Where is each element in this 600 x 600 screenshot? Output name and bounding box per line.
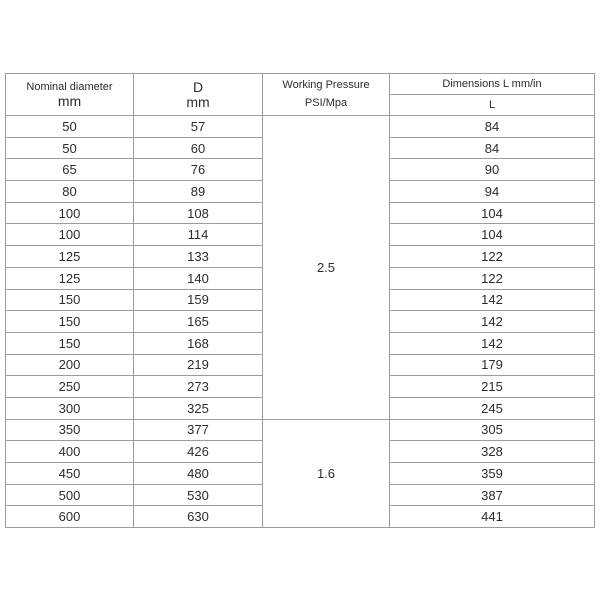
l-cell: 328 bbox=[390, 441, 595, 463]
nominal-diameter-cell: 500 bbox=[6, 484, 134, 506]
nominal-diameter-cell: 600 bbox=[6, 506, 134, 528]
header-l: L bbox=[390, 95, 595, 116]
d-cell: 133 bbox=[134, 246, 263, 268]
d-cell: 60 bbox=[134, 137, 263, 159]
l-cell: 142 bbox=[390, 311, 595, 333]
d-cell: 219 bbox=[134, 354, 263, 376]
working-pressure-cell: 2.5 bbox=[263, 116, 390, 420]
d-cell: 76 bbox=[134, 159, 263, 181]
nominal-diameter-cell: 50 bbox=[6, 137, 134, 159]
header-d bbox=[134, 74, 263, 116]
working-pressure-cell: 1.6 bbox=[263, 419, 390, 527]
nominal-diameter-cell: 65 bbox=[6, 159, 134, 181]
nominal-diameter-cell: 100 bbox=[6, 224, 134, 246]
header-d-label: D bbox=[192, 78, 204, 95]
d-cell: 159 bbox=[134, 289, 263, 311]
header-nominal-label: Nominal diameter bbox=[26, 80, 113, 93]
header-nominal-diameter bbox=[6, 74, 134, 116]
l-cell: 84 bbox=[390, 116, 595, 138]
nominal-diameter-cell: 350 bbox=[6, 419, 134, 441]
l-cell: 359 bbox=[390, 463, 595, 485]
nominal-diameter-cell: 300 bbox=[6, 397, 134, 419]
l-cell: 122 bbox=[390, 246, 595, 268]
l-cell: 104 bbox=[390, 202, 595, 224]
nominal-diameter-cell: 125 bbox=[6, 267, 134, 289]
l-cell: 305 bbox=[390, 419, 595, 441]
table-row bbox=[6, 419, 595, 441]
d-cell: 426 bbox=[134, 441, 263, 463]
d-cell: 630 bbox=[134, 506, 263, 528]
d-cell: 114 bbox=[134, 224, 263, 246]
l-cell: 387 bbox=[390, 484, 595, 506]
l-cell: 215 bbox=[390, 376, 595, 398]
pipe-dimensions-table bbox=[5, 73, 595, 528]
header-d-unit: mm bbox=[186, 93, 210, 110]
nominal-diameter-cell: 400 bbox=[6, 441, 134, 463]
header-dimensions: Dimensions L mm/in bbox=[390, 74, 595, 95]
d-cell: 140 bbox=[134, 267, 263, 289]
header-pressure-unit: PSI/Mpa bbox=[304, 97, 348, 109]
d-cell: 57 bbox=[134, 116, 263, 138]
nominal-diameter-cell: 250 bbox=[6, 376, 134, 398]
nominal-diameter-cell: 150 bbox=[6, 289, 134, 311]
nominal-diameter-cell: 150 bbox=[6, 332, 134, 354]
d-cell: 530 bbox=[134, 484, 263, 506]
nominal-diameter-cell: 80 bbox=[6, 181, 134, 203]
d-cell: 165 bbox=[134, 311, 263, 333]
l-cell: 84 bbox=[390, 137, 595, 159]
d-cell: 273 bbox=[134, 376, 263, 398]
d-cell: 168 bbox=[134, 332, 263, 354]
header-pressure-label: Working Pressure bbox=[282, 79, 370, 91]
l-cell: 104 bbox=[390, 224, 595, 246]
nominal-diameter-cell: 50 bbox=[6, 116, 134, 138]
d-cell: 377 bbox=[134, 419, 263, 441]
header-working-pressure bbox=[263, 74, 390, 116]
nominal-diameter-cell: 450 bbox=[6, 463, 134, 485]
table-row bbox=[6, 116, 595, 138]
nominal-diameter-cell: 150 bbox=[6, 311, 134, 333]
nominal-diameter-cell: 100 bbox=[6, 202, 134, 224]
l-cell: 245 bbox=[390, 397, 595, 419]
nominal-diameter-cell: 125 bbox=[6, 246, 134, 268]
l-cell: 94 bbox=[390, 181, 595, 203]
d-cell: 480 bbox=[134, 463, 263, 485]
d-cell: 325 bbox=[134, 397, 263, 419]
l-cell: 90 bbox=[390, 159, 595, 181]
header-nominal-unit: mm bbox=[57, 92, 82, 109]
l-cell: 142 bbox=[390, 332, 595, 354]
d-cell: 89 bbox=[134, 181, 263, 203]
l-cell: 142 bbox=[390, 289, 595, 311]
l-cell: 122 bbox=[390, 267, 595, 289]
nominal-diameter-cell: 200 bbox=[6, 354, 134, 376]
l-cell: 441 bbox=[390, 506, 595, 528]
l-cell: 179 bbox=[390, 354, 595, 376]
d-cell: 108 bbox=[134, 202, 263, 224]
